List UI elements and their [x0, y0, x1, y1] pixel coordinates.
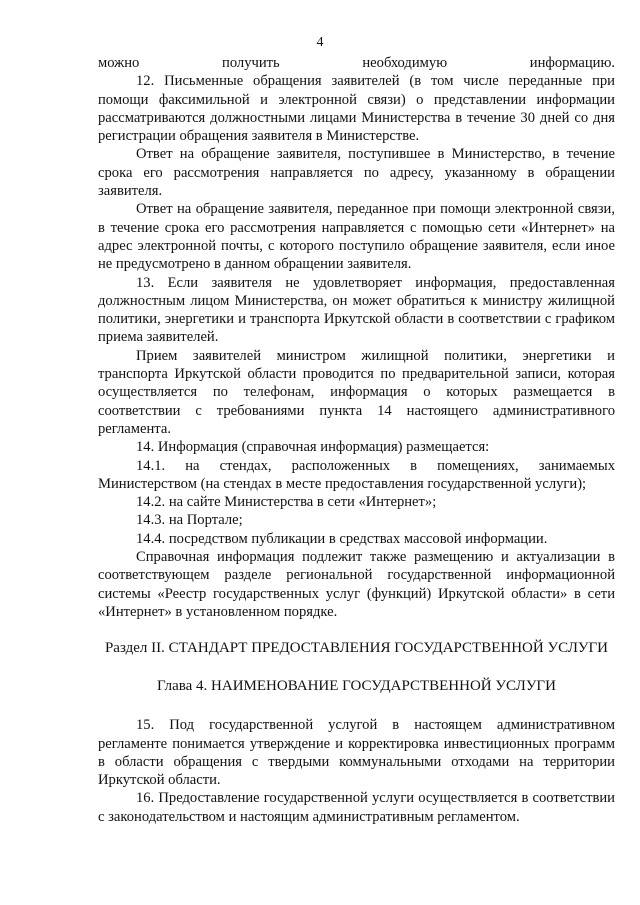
- paragraph-response-email: Ответ на обращение заявителя, переданное при помощи электронной связи, в течение срока его рассмотрения направляется с помощью сети «Интернет» на адрес электронной почты, с которого поступило обращение заявителя, если иное не предусмотрено в данном обращении заявителя.: [98, 201, 615, 273]
- paragraph-item-16: 16. Предоставление государственной услуги осуществляется в соответствии с законодательством и настоящим административным регламентом.: [98, 790, 615, 825]
- paragraph-item-14-1: 14.1. на стендах, расположенных в помещениях, занимаемых Министерством (на стендах в месте предоставления государственной услуги);: [98, 457, 615, 492]
- paragraph-item-14-3: 14.3. на Портале;: [136, 512, 243, 529]
- paragraph-item-14-4: 14.4. посредством публикации в средствах массовой информации.: [136, 530, 548, 547]
- paragraph-item-13: 13. Если заявителя не удовлетворяет информация, предоставленная должностным лицом Министерства, он может обратиться к министру жилищной политики, энергетики и транспорта Иркутской области в соответствии с графиком приема заявителей.: [98, 274, 615, 346]
- section-heading: Раздел II. СТАНДАРТ ПРЕДОСТАВЛЕНИЯ ГОСУДАРСТВЕННОЙ УСЛУГИ: [104, 640, 609, 657]
- paragraph-item-14-2: 14.2. на сайте Министерства в сети «Интернет»;: [136, 494, 437, 511]
- page-number: 4: [316, 35, 324, 50]
- paragraph-reception: Прием заявителей министром жилищной политики, энергетики и транспорта Иркутской области проводится по предварительной записи, которая осуществляется по телефонам, информация о которых размещается в соответствии с требованиями пункта 14 настоящего административного регламента.: [98, 347, 615, 437]
- paragraph-item-15: 15. Под государственной услугой в настоящем административном регламенте понимается утверждение и корректировка инвестиционных программ в области обращения с твердыми коммунальными отходами на территории Иркутской области.: [98, 717, 615, 789]
- paragraph-reference-info: Справочная информация подлежит также размещению и актуализации в соответствующем разделе региональной государственной информационной системы «Реестр государственных услуг (функций) Иркутской области» в сети «Интернет» в установленном порядке.: [98, 549, 615, 620]
- chapter-heading: Глава 4. НАИМЕНОВАНИЕ ГОСУДАРСТВЕННОЙ УСЛУГИ: [157, 678, 556, 695]
- paragraph-response-address: Ответ на обращение заявителя, поступившее в Министерство, в течение срока его рассмотрения направляется по адресу, указанному в обращении заявителя.: [98, 146, 615, 200]
- paragraph-item-12: 12. Письменные обращения заявителей (в том числе переданные при помощи факсимильной и электронной связи) о представлении информации рассматриваются должностными лицами Министерства в течение 30 дней со дня регистрации обращения заявителя в Министерстве.: [98, 73, 615, 145]
- paragraph-continuation: можно получить необходимую информацию.: [98, 55, 615, 71]
- paragraph-item-14: 14. Информация (справочная информация) размещается:: [136, 439, 490, 456]
- document-body: [98, 54, 615, 826]
